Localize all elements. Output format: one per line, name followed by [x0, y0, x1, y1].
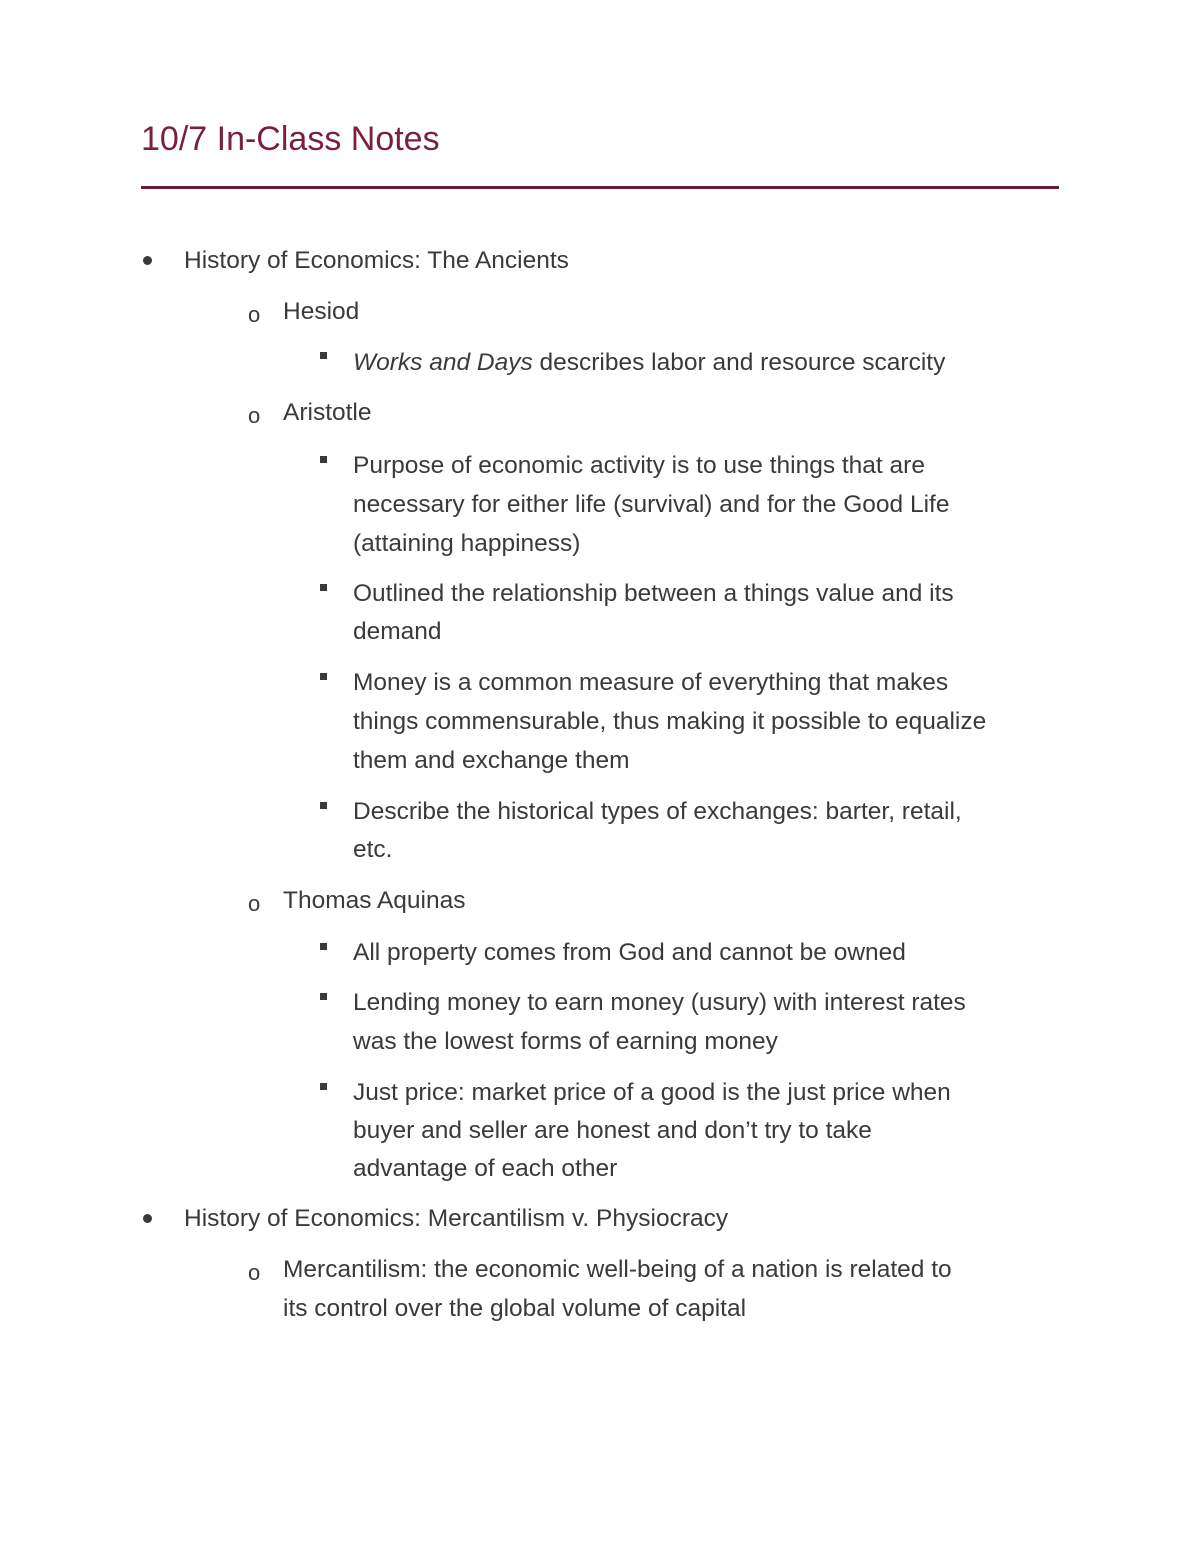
note-line: etc.	[353, 836, 393, 863]
subtopic-aristotle: Aristotle	[283, 399, 372, 426]
bullet-disc-icon	[143, 256, 152, 265]
subtopic-hesiod: Hesiod	[283, 298, 360, 325]
note-line: Outlined the relationship between a things value and its	[353, 580, 954, 607]
note-line: Purpose of economic activity is to use things that are	[353, 452, 925, 479]
section-heading: History of Economics: The Ancients	[184, 247, 569, 274]
note-line: All property comes from God and cannot be owned	[353, 939, 906, 966]
bullet-square-icon	[320, 1083, 327, 1090]
page-title: 10/7 In-Class Notes	[141, 120, 440, 158]
title-underline	[141, 186, 1059, 189]
note-line: advantage of each other	[353, 1155, 618, 1182]
note-line: Just price: market price of a good is the just price when	[353, 1079, 951, 1106]
section-heading: History of Economics: Mercantilism v. Physiocracy	[184, 1205, 729, 1232]
note-item	[353, 343, 945, 382]
note-line: (attaining happiness)	[353, 530, 581, 557]
bullet-square-icon	[320, 673, 327, 680]
note-line: Mercantilism: the economic well-being of a nation is related to	[283, 1256, 952, 1283]
note-line: Describe the historical types of exchanges: barter, retail,	[353, 798, 962, 825]
bullet-circle-icon: o	[248, 302, 261, 327]
bullet-square-icon	[320, 456, 327, 463]
note-line: things commensurable, thus making it possible to equalize	[353, 708, 987, 735]
bullet-square-icon	[320, 352, 327, 359]
bullet-square-icon	[320, 993, 327, 1000]
note-line: Money is a common measure of everything that makes	[353, 669, 949, 696]
note-text: describes labor and resource scarcity	[532, 349, 946, 376]
bullet-square-icon	[320, 584, 327, 591]
note-line: its control over the global volume of capital	[283, 1295, 747, 1322]
note-line: Lending money to earn money (usury) with interest rates	[353, 989, 966, 1016]
bullet-circle-icon: o	[248, 891, 261, 916]
note-line: them and exchange them	[353, 747, 630, 774]
bullet-circle-icon: o	[248, 1260, 261, 1285]
note-line: buyer and seller are honest and don’t try to take	[353, 1117, 872, 1144]
note-line: demand	[353, 618, 442, 645]
note-line: was the lowest forms of earning money	[353, 1028, 778, 1055]
note-line: necessary for either life (survival) and for the Good Life	[353, 491, 950, 518]
bullet-disc-icon	[143, 1214, 152, 1223]
bullet-square-icon	[320, 802, 327, 809]
work-title: Works and Days	[353, 349, 533, 376]
bullet-circle-icon: o	[248, 403, 261, 428]
bullet-square-icon	[320, 943, 327, 950]
subtopic-aquinas: Thomas Aquinas	[283, 887, 466, 914]
